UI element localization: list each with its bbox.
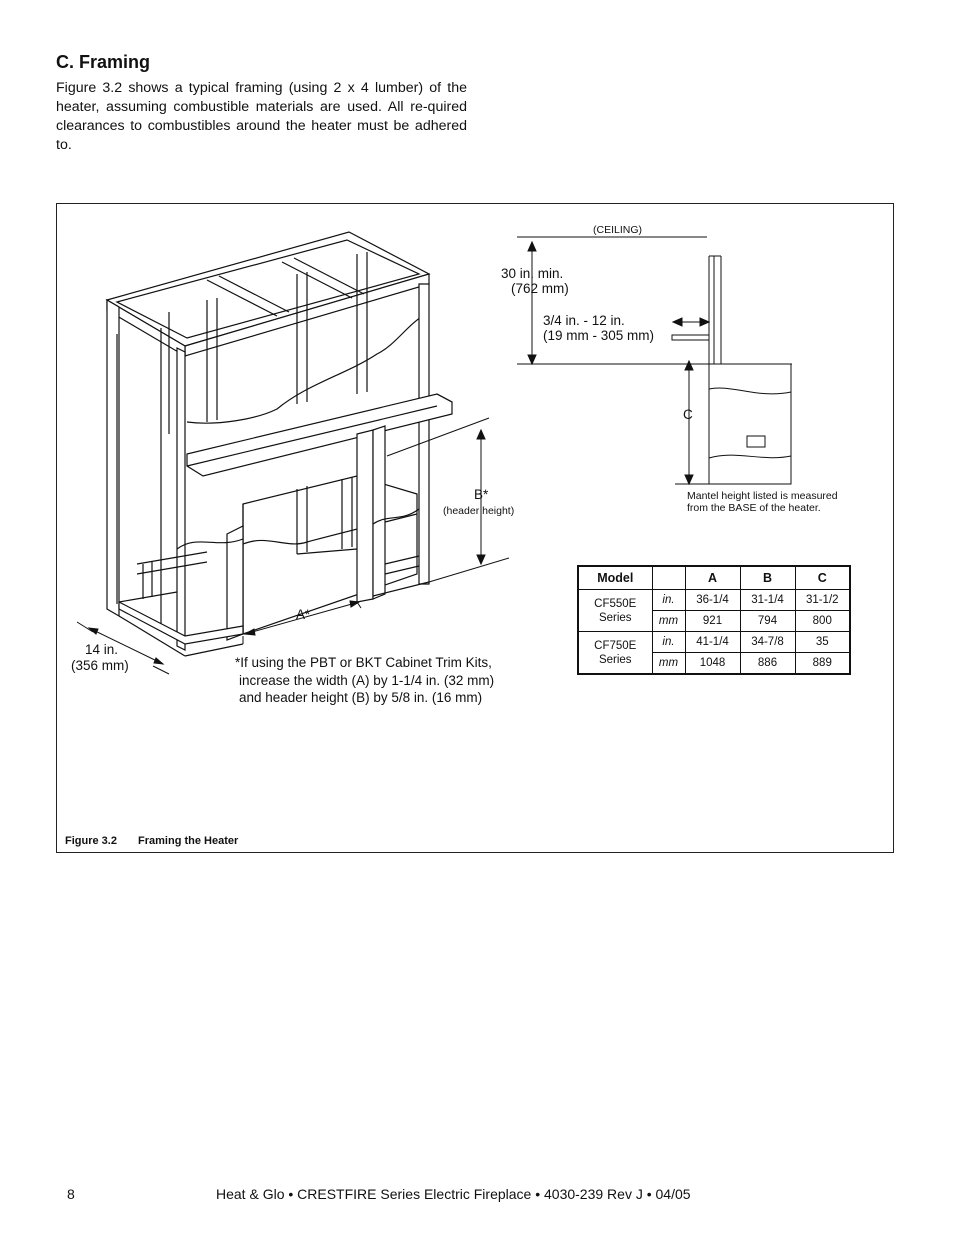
header-height-label: (header height) xyxy=(443,505,515,517)
figure-number: Figure 3.2 xyxy=(65,835,117,847)
footer-text: Heat & Glo • CRESTFIRE Series Electric Fireplace • 4030-239 Rev J • 04/05 xyxy=(216,1186,691,1202)
model-name: CF550E xyxy=(594,597,637,610)
intro-paragraph: Figure 3.2 shows a typical framing (using 2 x 4 lumber) of the heater, assuming combustible materials are used. All re-quired clearances to combustibles around the heater must be adhered to. xyxy=(56,80,467,153)
ceiling-label: (CEILING) xyxy=(593,224,643,236)
unit-cell: in. xyxy=(652,632,685,653)
note-line: increase the width (A) by 1-1/4 in. (32 mm) xyxy=(239,672,495,688)
depth-label: 14 in. xyxy=(85,642,119,657)
section-title: C. Framing xyxy=(56,52,151,72)
value-cell: 34-7/8 xyxy=(740,632,795,653)
model-cell xyxy=(578,590,652,632)
dimensions-table xyxy=(577,565,851,675)
figure-3-2 xyxy=(56,203,894,853)
value-cell: 31-1/4 xyxy=(740,590,795,611)
dimension-c-label: C xyxy=(683,407,693,422)
value-cell: 35 xyxy=(795,632,850,653)
top-clearance-metric-label: (762 mm) xyxy=(511,281,569,296)
value-cell: 41-1/4 xyxy=(685,632,740,653)
mantel-depth-metric-label: (19 mm - 305 mm) xyxy=(543,328,655,343)
column-header: A xyxy=(685,566,740,590)
unit-cell: in. xyxy=(652,590,685,611)
table-header-row xyxy=(578,566,850,590)
model-series: Series xyxy=(598,611,632,624)
model-cell xyxy=(578,632,652,675)
column-header xyxy=(652,566,685,590)
column-header: Model xyxy=(578,566,652,590)
framing-illustration xyxy=(57,204,895,854)
column-header: B xyxy=(740,566,795,590)
dimension-a-label: A* xyxy=(296,607,311,622)
trim-kit-note xyxy=(235,654,494,707)
model-series: Series xyxy=(598,653,632,666)
dimension-b-label: B* xyxy=(474,487,489,502)
figure-title: Framing the Heater xyxy=(138,835,239,847)
unit-cell: mm xyxy=(652,611,685,632)
model-name: CF750E xyxy=(594,639,637,652)
page-number: 8 xyxy=(67,1186,75,1202)
top-clearance-label: 30 in. min. xyxy=(501,266,564,281)
value-cell: 886 xyxy=(740,653,795,675)
value-cell: 889 xyxy=(795,653,850,675)
value-cell: 794 xyxy=(740,611,795,632)
value-cell: 800 xyxy=(795,611,850,632)
table-row xyxy=(578,632,850,653)
table-row xyxy=(578,590,850,611)
column-header: C xyxy=(795,566,850,590)
value-cell: 1048 xyxy=(685,653,740,675)
value-cell: 921 xyxy=(685,611,740,632)
mantel-depth-label: 3/4 in. - 12 in. xyxy=(543,313,625,328)
figure-caption xyxy=(65,835,238,847)
value-cell: 31-1/2 xyxy=(795,590,850,611)
unit-cell: mm xyxy=(652,653,685,675)
note-line: and header height (B) by 5/8 in. (16 mm) xyxy=(239,690,483,705)
mantel-note-line-1: Mantel height listed is measured xyxy=(687,490,838,502)
mantel-note-line-2: from the BASE of the heater. xyxy=(687,502,821,514)
note-line: *If using the PBT or BKT Cabinet Trim Kits, xyxy=(235,655,492,670)
depth-metric-label: (356 mm) xyxy=(71,658,129,673)
value-cell: 36-1/4 xyxy=(685,590,740,611)
